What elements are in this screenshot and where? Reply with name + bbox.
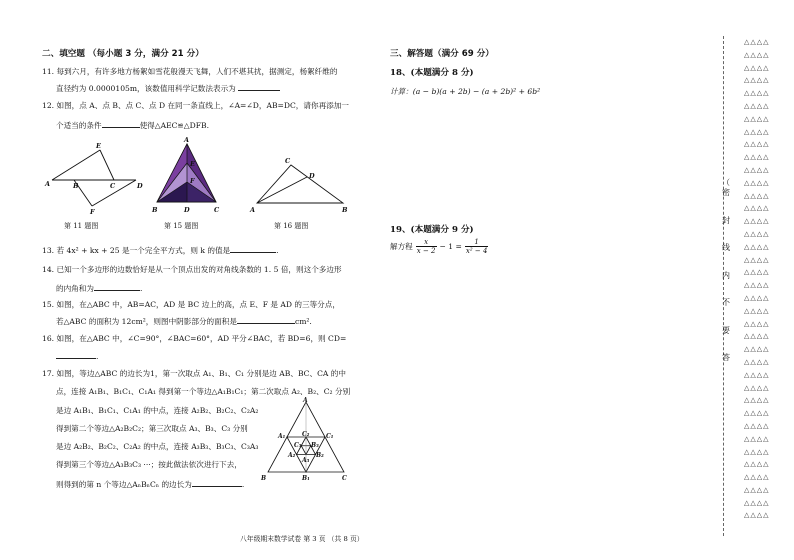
triangle-row: △△△△ [744,281,770,290]
seal-char-4: 线 [722,243,730,252]
triangle-row: △△△△ [744,127,770,136]
q11-line1: 11. 每到六月，有许多地方杨絮如雪花般漫天飞舞，人们不堪其扰，据测定，杨絮纤维的 [42,67,338,76]
triangle-row: △△△△ [744,153,770,162]
fig15-label-f: F [190,177,195,185]
fig15-label-b: B [152,206,158,214]
fig11-label-d: D [137,182,143,190]
seal-dashed-line [723,36,724,536]
fig11-label-b: B [73,182,79,190]
triangle-row: △△△△ [744,306,770,315]
fig15-label-a: A [184,136,190,144]
seal-char-3: 封 [722,216,730,225]
fig17-label-a1: A₁ [278,433,286,440]
fig15-caption: 第 15 题图 [164,222,199,230]
fig16-caption: 第 16 题图 [274,222,309,230]
q13: 13. 若 4x² + kx + 25 是一个完全平方式，则 k 的值是 . [42,246,279,255]
seal-char-6: 不 [722,298,730,307]
figure-16 [257,165,343,203]
triangle-row: △△△△ [744,255,770,264]
q16-line2: . [56,350,98,362]
seal-char-7: 要 [722,326,730,335]
q17-line7: 则得到的第 n 个等边△AₙBₙCₙ 的边长为 . [56,480,245,489]
answer-blank[interactable] [237,315,295,324]
triangle-row: △△△△ [744,396,770,405]
fig15-label-c: C [214,206,220,214]
triangle-row: △△△△ [744,485,770,494]
triangle-row: △△△△ [744,204,770,213]
answer-blank[interactable] [94,282,140,291]
triangle-row: △△△△ [744,63,770,72]
q19-equation: 解方程 x x − 2 − 1 = $\frac{1}{\text{x² − 4}}$ [390,238,488,255]
triangle-row: △△△△ [744,293,770,302]
triangle-row: △△△△ [744,409,770,418]
triangle-row: △△△△ [744,242,770,251]
triangle-row: △△△△ [744,101,770,110]
q17-line6: 得到第三个等边△A₃B₃C₃ ···；按此做法依次进行下去， [56,460,242,469]
figures-11-15-16 [40,136,370,226]
q19-title: 19、(本题满分 9 分) [390,225,474,235]
answer-blank[interactable] [192,478,242,487]
triangle-row: △△△△ [744,114,770,123]
fig11-label-f: F [90,208,95,216]
q14-line1: 14. 已知一个多边形的边数恰好是从一个顶点出发的对角线条数的 1. 5 倍，则这个多边形 [42,265,342,274]
q15-line1: 15. 如图，在△ABC 中，AB=AC，AD 是 BC 边上的高，点 E、F 是 AD 的三等分点， [42,300,340,309]
q11-line2: 直径约为 0.0000105m，该数值用科学记数法表示为 [56,82,280,94]
triangle-row: △△△△ [744,421,770,430]
triangle-row: △△△△ [744,357,770,366]
fig11-label-c: C [110,182,116,190]
fig17-label-b2-right: B₂ [316,452,324,459]
triangle-row: △△△△ [744,89,770,98]
fig17-label-c2: C₂ [302,431,310,438]
figure-11 [52,150,136,206]
triangle-row: △△△△ [744,50,770,59]
q15-line2: 若△ABC 的面积为 12cm²，则图中阴影部分的面积是 cm². [56,317,312,326]
fig11-label-e: E [96,142,101,150]
fig16-label-d: D [309,172,315,180]
triangle-row: △△△△ [744,473,770,482]
fig16-label-a: A [250,206,256,214]
fraction-2: $\frac{1}{\text{x² − 4}}$ [465,238,488,255]
fig17-label-c3: C₃ [294,442,302,449]
fig17-label-c: C [342,475,347,482]
triangle-row: △△△△ [744,498,770,507]
triangle-row: △△△△ [744,319,770,328]
q17-line1: 17. 如图，等边△ABC 的边长为1，第一次取点 A₁、B₁、C₁ 分别是边 AB、BC、CA 的中 [42,369,346,378]
fig16-label-c: C [285,157,291,165]
triangle-row: △△△△ [744,217,770,226]
fraction-1: x x − 2 [416,238,436,255]
fig17-label-a3: A₃ [302,457,310,464]
triangle-row: △△△△ [744,370,770,379]
fig17-label-b: B [261,475,267,482]
seal-char-8: 答 [722,353,730,362]
triangle-row: △△△△ [744,191,770,200]
fig16-label-b: B [342,206,348,214]
figure-15 [151,136,220,214]
q17-line3: 是边 A₁B₁、B₁C₁、C₁A₁ 的中点，连接 A₂B₂、B₂C₂、C₂A₂ [56,406,259,415]
q18-body: 计算：(a − b)(a + 2b) − (a + 2b)² + 6b² [390,87,541,96]
answer-blank[interactable] [230,244,276,253]
triangle-row: △△△△ [744,178,770,187]
page-footer: 八年级期末数学试卷 第 3 页 （共 8 页） [240,535,364,543]
fig15-label-e: E [190,160,195,168]
fig11-caption: 第 11 题图 [64,222,99,230]
triangle-row: △△△△ [744,76,770,85]
fig17-label-b1: B₁ [302,475,310,482]
seal-char-5: 内 [722,271,730,280]
q12-line2: 个适当的条件 使得△AEC≌△DFB. [56,121,209,130]
triangle-row: △△△△ [744,460,770,469]
fig11-label-a: A [45,180,51,188]
seal-char-2: 密 [722,188,730,197]
fig15-label-d: D [184,206,190,214]
triangle-row: △△△△ [744,140,770,149]
seal-char-1: （ [722,178,730,187]
answer-blank[interactable] [102,119,140,128]
section-title-answers: 三、解答题（满分 69 分） [390,49,494,59]
triangle-row: △△△△ [744,165,770,174]
q17-line2: 点，连接 A₁B₁、B₁C₁、C₁A₁ 得到第一个等边△A₁B₁C₁；第二次取点 A₂、B₂、C₂ 分别 [56,387,351,396]
triangle-row: △△△△ [744,268,770,277]
q18-title: 18、(本题满分 8 分) [390,68,474,78]
q17-line4: 得到第二个等边△A₂B₂C₂；第三次取点 A₃、B₃、C₃ 分别 [56,424,248,433]
fig17-label-a2: A₂ [288,452,296,459]
q16-line1: 16. 如图，在△ABC 中，∠C=90°，∠BAC=60°，AD 平分∠BAC，若 BD=6，则 CD= [42,334,347,343]
triangle-row: △△△△ [744,229,770,238]
section-title-fill-in: 二、填空题 （每小题 3 分，满分 21 分） [42,49,204,59]
answer-blank[interactable] [56,350,96,359]
fig17-label-c1: C₁ [326,433,334,440]
q14-line2: 的内角和为 . [56,284,143,293]
q17-line5: 是边 A₂B₂、B₂C₂、C₂A₂ 的中点，连接 A₃B₃、B₃C₃、C₃A₃ [56,442,259,451]
q12-line1: 12. 如图，点 A、点 B、点 C、点 D 在同一条直线上，∠A=∠D，AB=DC，请你再添加一 [42,101,349,110]
triangle-row: △△△△ [744,332,770,341]
triangle-column [744,36,770,522]
triangle-row: △△△△ [744,511,770,520]
triangle-row: △△△△ [744,38,770,46]
triangle-row: △△△△ [744,447,770,456]
fig17-label-b3: B₃ [311,442,319,449]
fig17-label-a: A [303,397,308,404]
triangle-row: △△△△ [744,345,770,354]
triangle-row: △△△△ [744,434,770,443]
figure-17 [258,396,358,484]
answer-blank[interactable] [238,82,280,91]
triangle-row: △△△△ [744,383,770,392]
